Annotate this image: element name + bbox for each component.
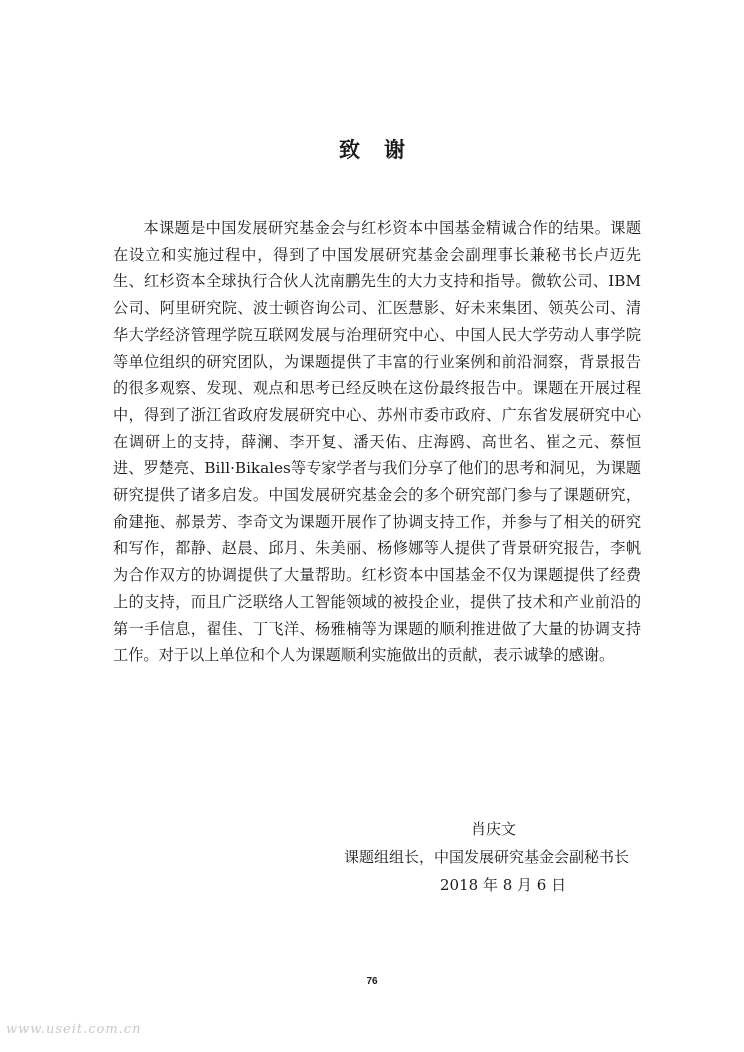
page-title: 致谢: [339, 137, 429, 162]
signature-name: 肖庆文: [471, 820, 517, 838]
signature-role: 课题组组长，中国发展研究基金会副秘书长: [344, 848, 630, 866]
watermark: www.useit.com.cn: [6, 1022, 142, 1037]
signature-date: 2018 年 8 月 6 日: [440, 876, 567, 894]
page-number: 76: [366, 976, 378, 987]
acknowledgement-paragraph: 本课题是中国发展研究基金会与红杉资本中国基金精诚合作的结果。课题在设立和实施过程中，得到了中国发展研究基金会副理事长兼秘书长卢迈先生、红杉资本全球执行合伙人沈南鹏先生的大力支持和指导。微软公司、IBM 公司、阿里研究院、波士顿咨询公司、汇医慧影、好未来集团、领英公司、清华大学经济管理学院互联网发展与治理研究中心、中国人民大学劳动人事学院等单位组织的研究团队，为课题提供了丰富的行业案例和前沿洞察，背景报告的很多观察、发现、观点和思考已经反映在这份最终报告中。课题在开展过程中，得到了浙江省政府发展研究中心、苏州市委市政府、广东省发展研究中心在调研上的支持，薛澜、李开复、潘天佑、庄海鸥、高世名、崔之元、蔡恒进、罗楚亮、Bill·Bikales等专家学者与我们分享了他们的思考和洞见，为课题研究提供了诸多启发。中国发展研究基金会的多个研究部门参与了课题研究，俞建拖、郝景芳、李奇文为课题开展作了协调支持工作，并参与了相关的研究和写作，都静、赵晨、邱月、朱美丽、杨修娜等人提供了背景研究报告，李帆为合作双方的协调提供了大量帮助。红杉资本中国基金不仅为课题提供了经费上的支持，而且广泛联络人工智能领域的被投企业，提供了技术和产业前沿的第一手信息，翟佳、丁飞洋、杨雅楠等为课题的顺利推进做了大量的协调支持工作。对于以上单位和个人为课题顺利实施做出的贡献，表示诚挚的感谢。: [113, 219, 641, 665]
